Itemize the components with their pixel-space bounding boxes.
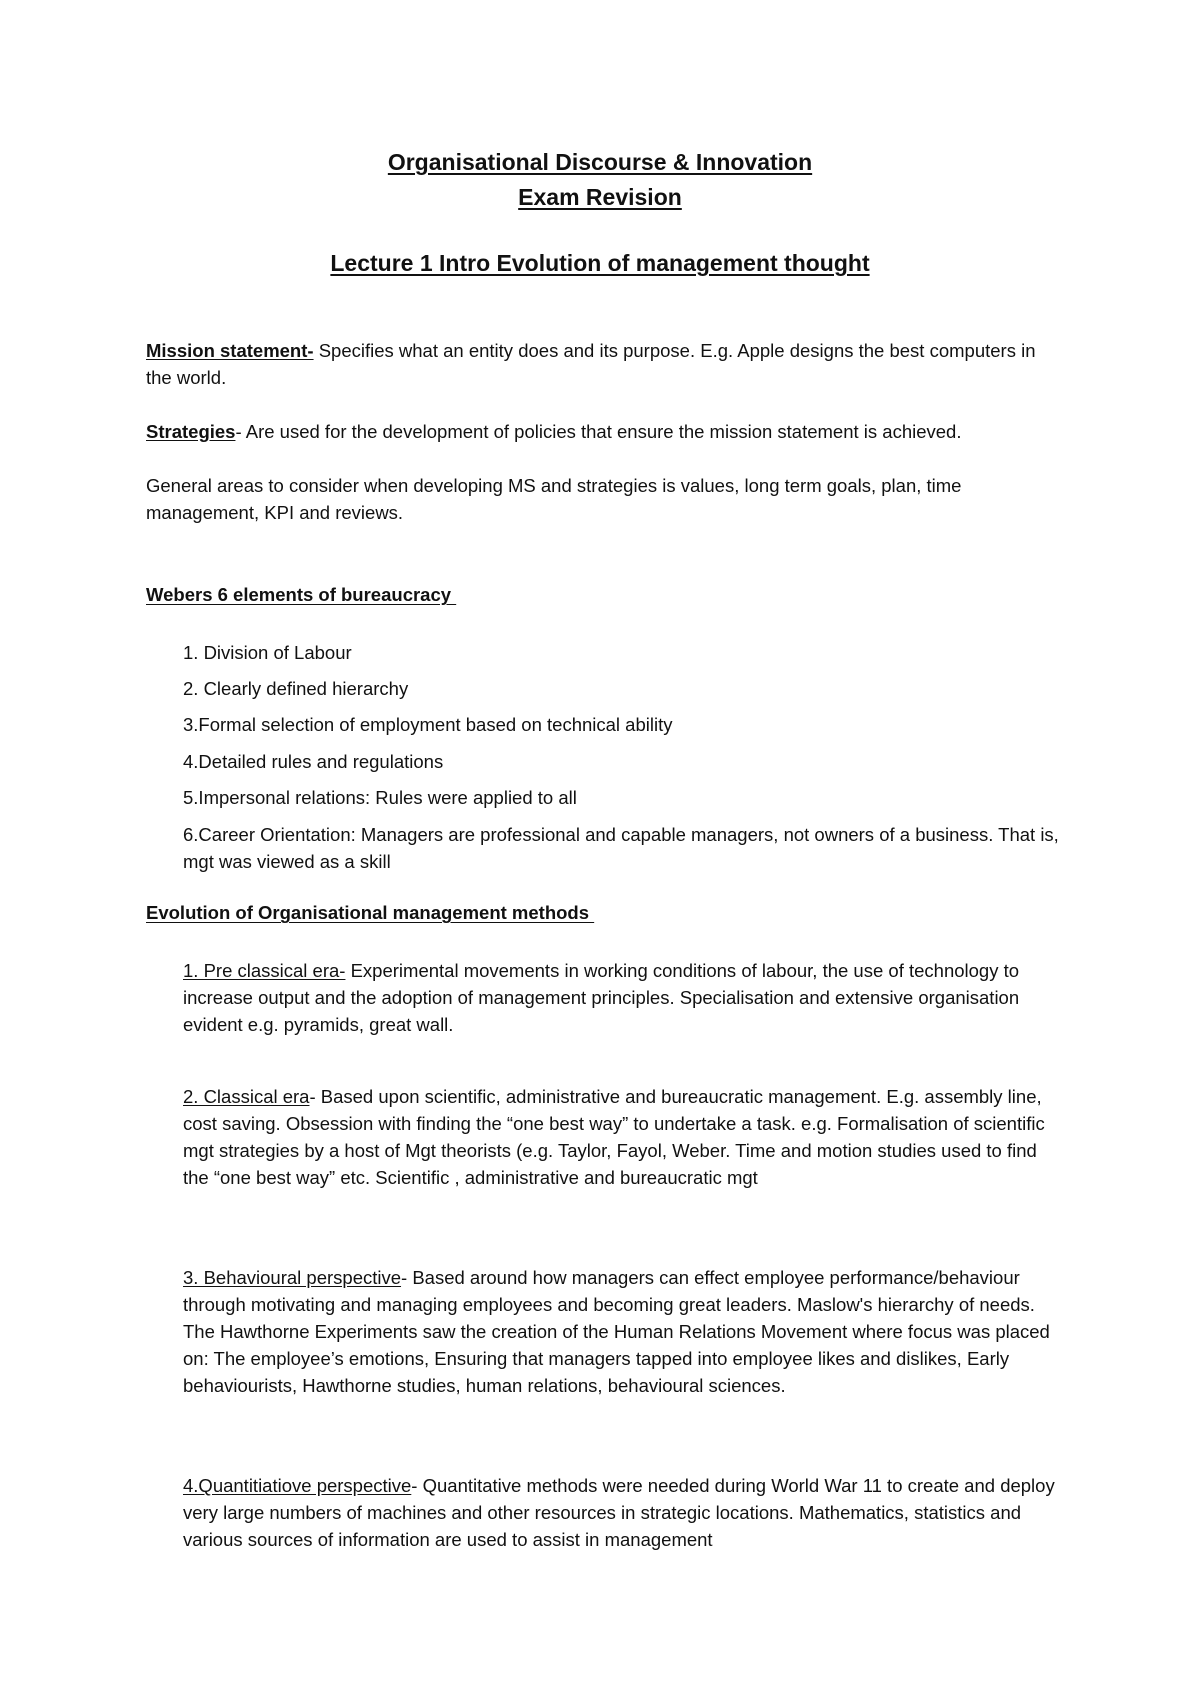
era-label: 4.Quantitiatiove perspective	[183, 1475, 412, 1496]
era-classical	[183, 1083, 1063, 1191]
evolution-heading: Evolution of Organisational management methods	[146, 902, 595, 923]
strategies-term: Strategies	[146, 421, 236, 442]
lecture-title: Lecture 1 Intro Evolution of management thought	[330, 250, 870, 276]
era-pre-classical	[183, 957, 1063, 1038]
era-text: - Based around how managers can effect employee performance/behaviour through motivating and managing employees and becoming great leaders. Maslow's hierarchy of needs. The Hawthorne Experiments saw the creation of the Human Relations Movement where focus was placed on: The employee’s emotions, Ensuring that managers tapped into employee likes and dislikes, Early behaviourists, Hawthorne studies, human relations, behavioural sciences.	[183, 1267, 1050, 1396]
mission-statement-text: Specifies what an entity does and its purpose. E.g. Apple designs the best computers in the world.	[146, 340, 1036, 388]
weber-heading: Webers 6 elements of bureaucracy	[146, 584, 457, 605]
era-behavioural	[183, 1264, 1063, 1399]
weber-item-4: 4.Detailed rules and regulations	[183, 751, 444, 772]
era-text: - Based upon scientific, administrative and bureaucratic management. E.g. assembly line, cost saving. Obsession with finding the “one best way” to undertake a task. e.g. Formalisation of scientific mgt strategies by a host of Mgt theorists (e.g. Taylor, Fayol, Weber. Time and motion studies used to find the “one best way” etc. Scientific , administrative and bureaucratic mgt	[183, 1086, 1045, 1188]
era-label: 1. Pre classical era-	[183, 960, 346, 981]
weber-item-2: 2. Clearly defined hierarchy	[183, 678, 409, 699]
mission-statement-term: Mission statement-	[146, 340, 314, 361]
era-quantitative	[183, 1472, 1063, 1553]
strategies-text: - Are used for the development of policies that ensure the mission statement is achieved.	[235, 421, 962, 442]
general-areas-paragraph: General areas to consider when developing MS and strategies is values, long term goals, plan, time management, KPI and reviews.	[146, 475, 962, 523]
weber-item-1: 1. Division of Labour	[183, 642, 352, 663]
course-title: Organisational Discourse & Innovation	[387, 149, 813, 175]
era-text: - Quantitative methods were needed during World War 11 to create and deploy very large numbers of machines and other resources in strategic locations. Mathematics, statistics and various sources of information are used to assist in management	[183, 1475, 1055, 1550]
era-label: 3. Behavioural perspective	[183, 1267, 402, 1288]
weber-item-5: 5.Impersonal relations: Rules were applied to all	[183, 787, 577, 808]
weber-item-3: 3.Formal selection of employment based on technical ability	[183, 714, 673, 735]
mission-statement-paragraph	[146, 337, 1066, 391]
weber-item-6: 6.Career Orientation: Managers are professional and capable managers, not owners of a business. That is, mgt was viewed as a skill	[183, 824, 1059, 872]
era-label: 2. Classical era	[183, 1086, 310, 1107]
strategies-paragraph	[146, 418, 1066, 445]
exam-revision-title: Exam Revision	[518, 184, 682, 210]
era-text: Experimental movements in working conditions of labour, the use of technology to increase output and the adoption of management principles. Specialisation and extensive organisation evident e.g. pyramids, great wall.	[183, 960, 1020, 1035]
